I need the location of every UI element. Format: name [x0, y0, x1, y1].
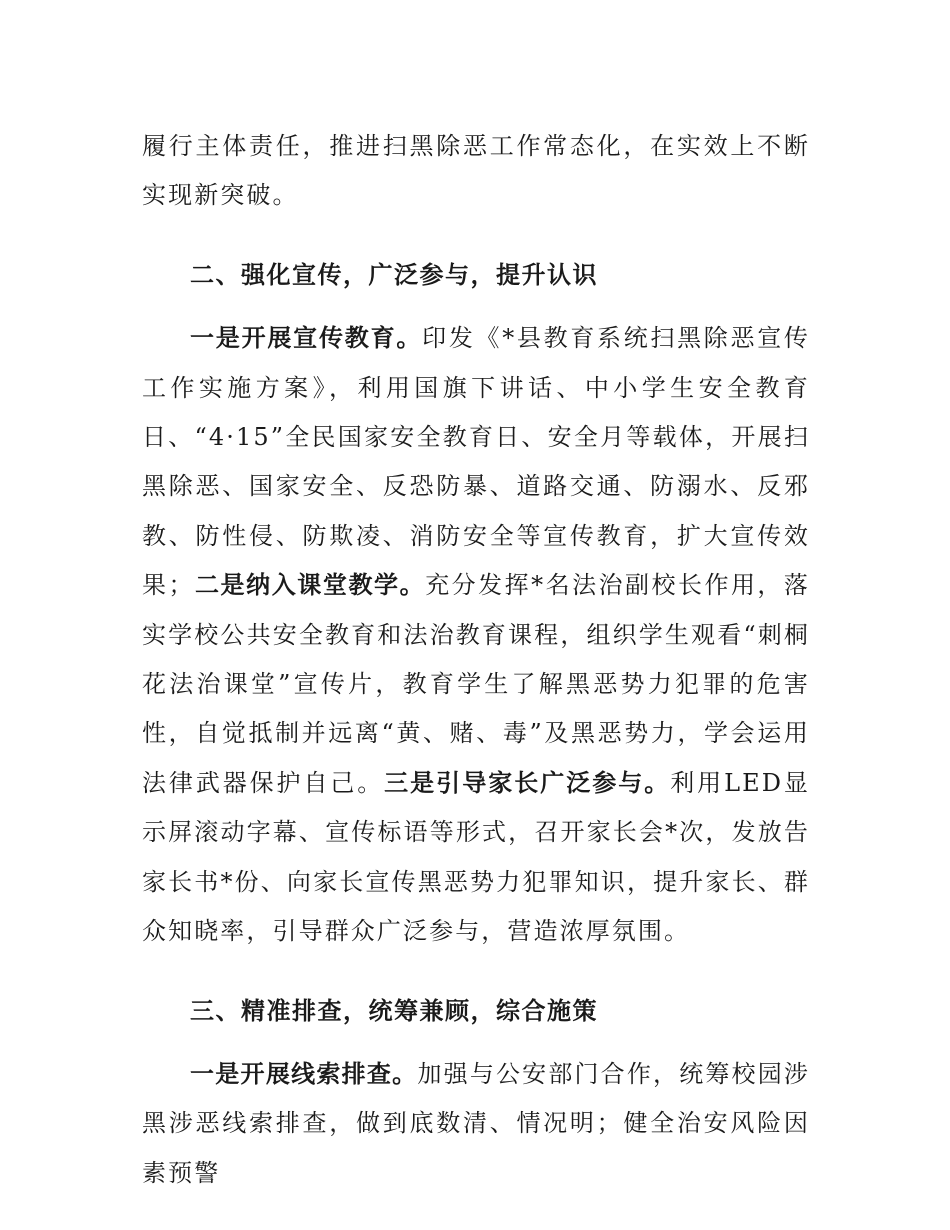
spacer: [142, 221, 810, 235]
intro-paragraph: 履行主体责任，推进扫黑除恶工作常态化，在实效上不断实现新突破。: [142, 132, 810, 210]
document-page: [142, 122, 810, 1198]
section-2-lead-1: 一是开展宣传教育。: [190, 324, 423, 353]
section-3-lead-1: 一是开展线索排查。: [190, 1059, 418, 1088]
section-2-text-1: 印发《*县教育系统扫黑除恶宣传工作实施方案》，利用国旗下讲话、中小学生安全教育日、“4·15”全民国家安全教育日、安全月等载体，开展扫黑除恶、国家安全、反恐防暴、道路交通、防溺水、反邪教、防性侵、防欺凌、消防安全等宣传教育，扩大宣传效果；: [142, 324, 810, 600]
section-2-text-3: 利用LED显示屏滚动字幕、宣传标语等形式，召开家长会*次，发放告家长书*份、向家长宣传黑恶势力犯罪知识，提升家长、群众知晓率，引导群众广泛参与，营造浓厚氛围。: [142, 768, 810, 946]
section-3-paragraph: [142, 1050, 810, 1198]
section-3-heading: 三、精准排查，统筹兼顾，综合施策: [190, 996, 598, 1025]
section-2-paragraph: [142, 314, 810, 956]
section-2-text-2: 充分发挥*名法治副校长作用，落实学校公共安全教育和法治教育课程，组织学生观看“刺桐花法治课堂”宣传片，教育学生了解黑恶势力犯罪的危害性，自觉抵制并远离“黄、赌、毒”及黑恶势力，学会运用法律武器保护自己。: [142, 571, 810, 797]
spacer: [142, 957, 810, 971]
section-2-lead-2: 二是纳入课堂教学。: [194, 571, 426, 600]
section-2-lead-3: 三是引导家长广泛参与。: [384, 768, 671, 797]
section-2-heading: 二、强化宣传，广泛参与，提升认识: [190, 260, 598, 289]
section-3-text-1: 加强与公安部门合作，统筹校园涉黑涉恶线索排查，做到底数清、情况明；健全治安风险因素预警: [142, 1059, 810, 1187]
